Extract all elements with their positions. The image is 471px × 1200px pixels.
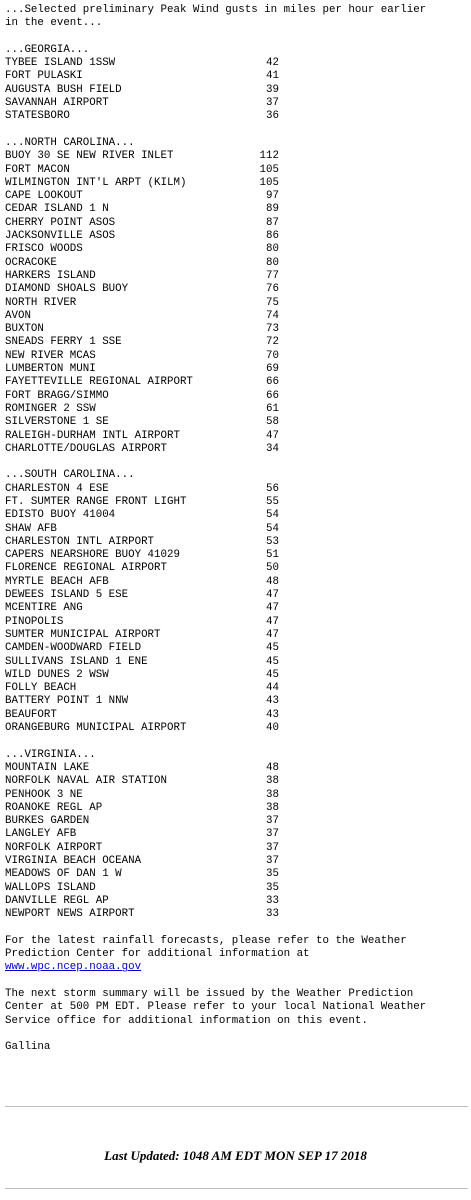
station-name: MOUNTAIN LAKE bbox=[5, 761, 90, 774]
station-row bbox=[5, 629, 471, 642]
station-row bbox=[5, 283, 471, 296]
gust-value: 70 bbox=[266, 349, 279, 362]
gust-value: 35 bbox=[266, 881, 279, 894]
station-row bbox=[5, 110, 471, 123]
station-name: CEDAR ISLAND 1 N bbox=[5, 203, 109, 216]
gust-value: 47 bbox=[266, 589, 279, 602]
gust-value: 66 bbox=[266, 376, 279, 389]
station-name: CHARLESTON 4 ESE bbox=[5, 482, 109, 495]
station-row bbox=[5, 217, 471, 230]
station-row bbox=[5, 722, 471, 735]
station-name: SHAW AFB bbox=[5, 522, 57, 535]
station-name: MCENTIRE ANG bbox=[5, 602, 83, 615]
station-row bbox=[5, 682, 471, 695]
station-row bbox=[5, 257, 471, 270]
station-name: WILD DUNES 2 WSW bbox=[5, 668, 109, 681]
state-section bbox=[5, 137, 471, 456]
station-row bbox=[5, 709, 471, 722]
divider-bottom bbox=[5, 1188, 468, 1189]
gust-value: 76 bbox=[266, 283, 279, 296]
station-row bbox=[5, 203, 471, 216]
station-name: ROMINGER 2 SSW bbox=[5, 402, 96, 415]
gust-value: 45 bbox=[266, 655, 279, 668]
gust-value: 47 bbox=[266, 429, 279, 442]
gust-value: 48 bbox=[266, 575, 279, 588]
station-row bbox=[5, 908, 471, 921]
gust-value: 36 bbox=[266, 110, 279, 123]
station-name: NORTH RIVER bbox=[5, 296, 77, 309]
station-name: FORT PULASKI bbox=[5, 70, 83, 83]
station-name: BEAUFORT bbox=[5, 708, 57, 721]
station-row bbox=[5, 775, 471, 788]
gust-value: 50 bbox=[266, 562, 279, 575]
station-name: BUOY 30 SE NEW RIVER INLET bbox=[5, 150, 174, 163]
station-row bbox=[5, 576, 471, 589]
gust-value: 80 bbox=[266, 243, 279, 256]
station-name: FAYETTEVILLE REGIONAL AIRPORT bbox=[5, 376, 193, 389]
station-name: SAVANNAH AIRPORT bbox=[5, 97, 109, 110]
station-name: NORFOLK NAVAL AIR STATION bbox=[5, 775, 167, 788]
station-row bbox=[5, 762, 471, 775]
station-row bbox=[5, 589, 471, 602]
station-row bbox=[5, 509, 471, 522]
state-section bbox=[5, 749, 471, 922]
station-name: CAPERS NEARSHORE BUOY 41029 bbox=[5, 549, 180, 562]
gust-value: 35 bbox=[266, 868, 279, 881]
gust-value: 58 bbox=[266, 416, 279, 429]
station-name: FLORENCE REGIONAL AIRPORT bbox=[5, 562, 167, 575]
station-row bbox=[5, 669, 471, 682]
station-row bbox=[5, 430, 471, 443]
station-row bbox=[5, 868, 471, 881]
state-title: ...VIRGINIA... bbox=[5, 748, 96, 761]
gust-value: 86 bbox=[266, 230, 279, 243]
gust-value: 38 bbox=[266, 788, 279, 801]
station-row bbox=[5, 323, 471, 336]
gust-value: 80 bbox=[266, 256, 279, 269]
station-name: AUGUSTA BUSH FIELD bbox=[5, 83, 122, 96]
gust-value: 37 bbox=[266, 815, 279, 828]
station-name: SILVERSTONE 1 SE bbox=[5, 416, 109, 429]
station-row bbox=[5, 602, 471, 615]
last-updated: Last Updated: 1048 AM EDT MON SEP 17 2018 bbox=[104, 1148, 367, 1163]
gust-value: 87 bbox=[266, 216, 279, 229]
station-row bbox=[5, 350, 471, 363]
station-row bbox=[5, 496, 471, 509]
station-row bbox=[5, 310, 471, 323]
gust-value: 105 bbox=[259, 163, 279, 176]
station-name: FT. SUMTER RANGE FRONT LIGHT bbox=[5, 495, 187, 508]
author-signature: Gallina bbox=[5, 1041, 51, 1054]
gust-value: 54 bbox=[266, 522, 279, 535]
station-row bbox=[5, 297, 471, 310]
station-row bbox=[5, 190, 471, 203]
station-row bbox=[5, 895, 471, 908]
gust-value: 39 bbox=[266, 83, 279, 96]
gust-value: 48 bbox=[266, 761, 279, 774]
station-row bbox=[5, 403, 471, 416]
station-name: RALEIGH-DURHAM INTL AIRPORT bbox=[5, 429, 180, 442]
gust-value: 37 bbox=[266, 855, 279, 867]
station-name: MYRTLE BEACH AFB bbox=[5, 575, 109, 588]
gust-value: 37 bbox=[266, 97, 279, 110]
station-row bbox=[5, 270, 471, 283]
station-row bbox=[5, 164, 471, 177]
rainfall-text: For the latest rainfall forecasts, please refer to the Weather Prediction Center for additional information at bbox=[5, 934, 407, 961]
station-name: PINOPOLIS bbox=[5, 615, 64, 628]
station-name: SULLIVANS ISLAND 1 ENE bbox=[5, 655, 148, 668]
station-name: BURKES GARDEN bbox=[5, 815, 90, 828]
station-row bbox=[5, 376, 471, 389]
station-name: OCRACOKE bbox=[5, 256, 57, 269]
station-row bbox=[5, 802, 471, 815]
station-row bbox=[5, 815, 471, 828]
station-name: EDISTO BUOY 41004 bbox=[5, 509, 116, 522]
gust-value: 77 bbox=[266, 269, 279, 282]
station-name: STATESBORO bbox=[5, 110, 70, 123]
station-name: AVON bbox=[5, 309, 31, 322]
station-row bbox=[5, 177, 471, 190]
gust-value: 89 bbox=[266, 203, 279, 216]
gust-value: 55 bbox=[266, 495, 279, 508]
station-name: ORANGEBURG MUNICIPAL AIRPORT bbox=[5, 722, 187, 735]
peak-wind-sections bbox=[5, 44, 471, 922]
station-row bbox=[5, 390, 471, 403]
station-row bbox=[5, 84, 471, 97]
station-row bbox=[5, 789, 471, 802]
gust-value: 43 bbox=[266, 708, 279, 721]
station-name: JACKSONVILLE ASOS bbox=[5, 230, 116, 243]
station-row bbox=[5, 230, 471, 243]
station-name: DANVILLE REGL AP bbox=[5, 894, 109, 907]
intro-text: ...Selected preliminary Peak Wind gusts in miles per hour earlier in the event... bbox=[5, 4, 427, 30]
station-name: MEADOWS OF DAN 1 W bbox=[5, 868, 122, 881]
station-name: FOLLY BEACH bbox=[5, 682, 77, 695]
station-name: DEWEES ISLAND 5 ESE bbox=[5, 589, 129, 602]
station-name: HARKERS ISLAND bbox=[5, 269, 96, 282]
gust-value: 47 bbox=[266, 615, 279, 628]
gust-value: 61 bbox=[266, 402, 279, 415]
station-row bbox=[5, 536, 471, 549]
station-name: FORT MACON bbox=[5, 163, 70, 176]
gust-value: 33 bbox=[266, 908, 279, 921]
gust-value: 38 bbox=[266, 801, 279, 814]
divider-top bbox=[5, 1106, 468, 1107]
station-row bbox=[5, 549, 471, 562]
gust-value: 37 bbox=[266, 841, 279, 854]
station-name: NORFOLK AIRPORT bbox=[5, 841, 103, 854]
station-row bbox=[5, 70, 471, 83]
gust-value: 47 bbox=[266, 602, 279, 615]
rainfall-note bbox=[5, 935, 471, 975]
station-row bbox=[5, 57, 471, 70]
station-name: WILMINGTON INT'L ARPT (KILM) bbox=[5, 176, 187, 189]
gust-value: 38 bbox=[266, 775, 279, 788]
station-name: PENHOOK 3 NE bbox=[5, 788, 83, 801]
station-row bbox=[5, 336, 471, 349]
station-name: CHARLESTON INTL AIRPORT bbox=[5, 535, 155, 548]
station-row bbox=[5, 483, 471, 496]
station-row bbox=[5, 150, 471, 163]
gust-value: 47 bbox=[266, 628, 279, 641]
gust-value: 41 bbox=[266, 70, 279, 83]
gust-value: 75 bbox=[266, 296, 279, 309]
station-name: NEW RIVER MCAS bbox=[5, 349, 96, 362]
station-row bbox=[5, 523, 471, 536]
state-title: ...NORTH CAROLINA... bbox=[5, 136, 135, 149]
gust-value: 37 bbox=[266, 828, 279, 841]
wpc-link[interactable]: www.wpc.ncep.noaa.gov bbox=[5, 961, 142, 974]
gust-value: 69 bbox=[266, 363, 279, 376]
station-name: SUMTER MUNICIPAL AIRPORT bbox=[5, 628, 161, 641]
gust-value: 72 bbox=[266, 336, 279, 349]
gust-value: 43 bbox=[266, 695, 279, 708]
station-row bbox=[5, 695, 471, 708]
station-row bbox=[5, 828, 471, 841]
gust-value: 105 bbox=[259, 176, 279, 189]
gust-value: 45 bbox=[266, 642, 279, 655]
station-name: NEWPORT NEWS AIRPORT bbox=[5, 908, 135, 921]
station-row bbox=[5, 363, 471, 376]
station-name: BUXTON bbox=[5, 323, 44, 336]
station-row bbox=[5, 243, 471, 256]
gust-value: 66 bbox=[266, 389, 279, 402]
station-name: CAPE LOOKOUT bbox=[5, 190, 83, 203]
station-row bbox=[5, 855, 471, 868]
station-row bbox=[5, 97, 471, 110]
station-row bbox=[5, 416, 471, 429]
station-name: CHARLOTTE/DOUGLAS AIRPORT bbox=[5, 442, 167, 455]
station-name: CHERRY POINT ASOS bbox=[5, 216, 116, 229]
station-name: ROANOKE REGL AP bbox=[5, 801, 103, 814]
station-name: LUMBERTON MUNI bbox=[5, 363, 96, 376]
gust-value: 51 bbox=[266, 549, 279, 562]
station-row bbox=[5, 882, 471, 895]
station-name: SNEADS FERRY 1 SSE bbox=[5, 336, 122, 349]
station-name: WALLOPS ISLAND bbox=[5, 881, 96, 894]
next-summary-note: The next storm summary will be issued by the Weather Prediction Center at 500 PM EDT. Please refer to your local National Weather Service office for additional information on this event. bbox=[5, 987, 427, 1027]
state-title: ...GEORGIA... bbox=[5, 43, 90, 56]
station-name: FORT BRAGG/SIMMO bbox=[5, 389, 109, 402]
station-row bbox=[5, 656, 471, 669]
station-name: CAMDEN-WOODWARD FIELD bbox=[5, 642, 142, 655]
gust-value: 40 bbox=[266, 722, 279, 735]
gust-value: 53 bbox=[266, 535, 279, 548]
gust-value: 45 bbox=[266, 668, 279, 681]
station-row bbox=[5, 616, 471, 629]
gust-value: 112 bbox=[259, 150, 279, 163]
station-row bbox=[5, 443, 471, 456]
gust-value: 33 bbox=[266, 894, 279, 907]
station-name: BATTERY POINT 1 NNW bbox=[5, 695, 129, 708]
gust-value: 73 bbox=[266, 323, 279, 336]
station-name: LANGLEY AFB bbox=[5, 828, 77, 841]
state-section bbox=[5, 44, 471, 124]
station-name: DIAMOND SHOALS BUOY bbox=[5, 283, 129, 296]
gust-value: 97 bbox=[266, 190, 279, 203]
gust-value: 34 bbox=[266, 442, 279, 455]
station-name: TYBEE ISLAND 1SSW bbox=[5, 57, 116, 70]
station-name: VIRGINIA BEACH OCEANA bbox=[5, 855, 142, 867]
station-name: FRISCO WOODS bbox=[5, 243, 83, 256]
station-row bbox=[5, 842, 471, 855]
station-row bbox=[5, 562, 471, 575]
gust-value: 44 bbox=[266, 682, 279, 695]
state-title: ...SOUTH CAROLINA... bbox=[5, 469, 135, 482]
gust-value: 42 bbox=[266, 57, 279, 70]
gust-value: 54 bbox=[266, 509, 279, 522]
station-row bbox=[5, 642, 471, 655]
gust-value: 74 bbox=[266, 309, 279, 322]
state-section bbox=[5, 469, 471, 735]
gust-value: 56 bbox=[266, 482, 279, 495]
